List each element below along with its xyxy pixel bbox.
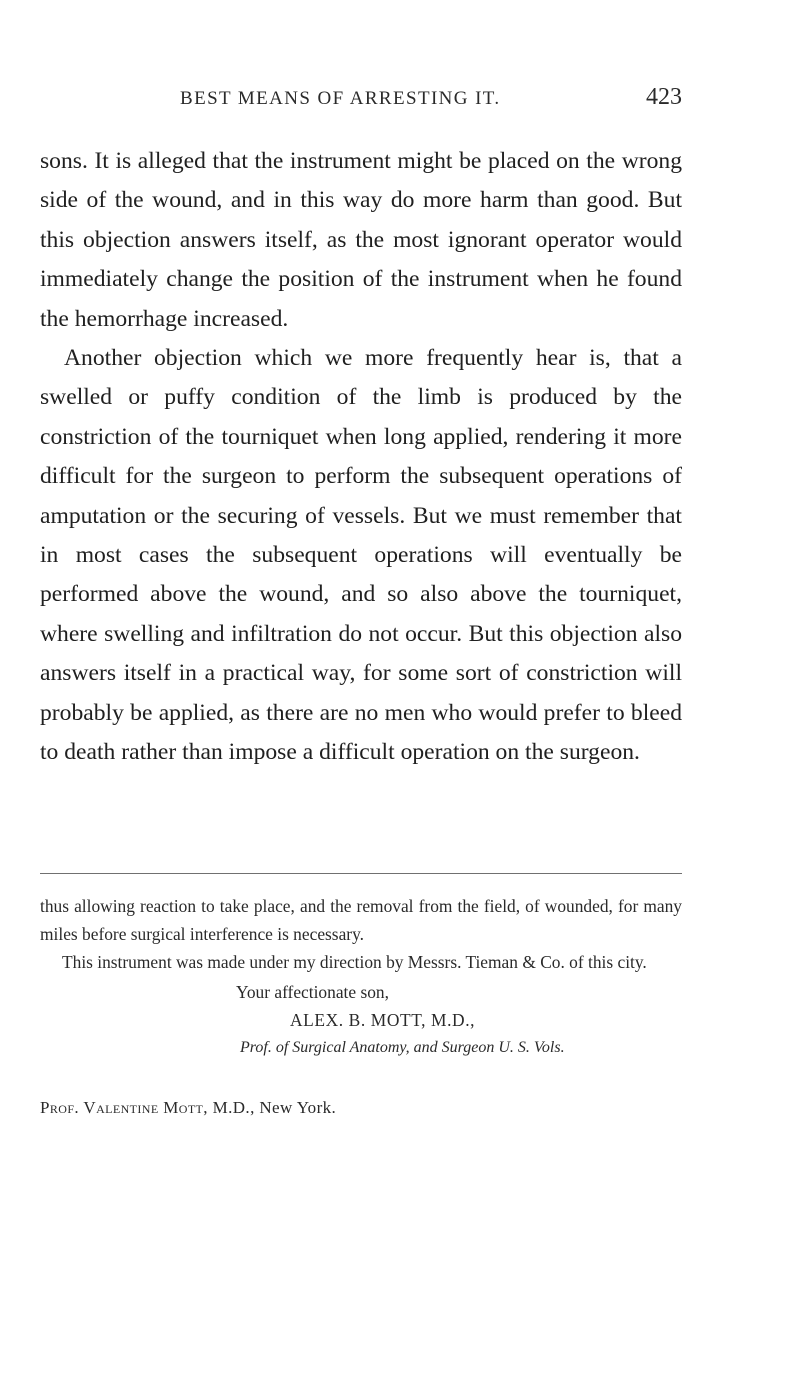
- body-paragraph-1: sons. It is alleged that the instrument might be placed on the wrong side of the wound, and in this way do more harm than good. But this objection answers itself, as the most ignorant operator would immediately change the position of the instrument when he found the hemorrhage increased.: [40, 148, 682, 332]
- letter-signature: ALEX. B. MOTT, M.D.,: [290, 1010, 476, 1030]
- signer-credentials: Prof. of Surgical Anatomy, and Surgeon U. S. Vols.: [240, 1039, 565, 1056]
- footnote: [40, 892, 682, 1062]
- letter-addressee: [40, 1094, 682, 1122]
- footnote-paragraph-2: This instrument was made under my direction by Messrs. Tieman & Co. of this city.: [62, 952, 647, 972]
- addressee-name: Prof. Valentine Mott, M.D.,: [40, 1098, 255, 1117]
- page-number: 423: [646, 84, 682, 110]
- body-paragraph-2: Another objection which we more frequently hear is, that a swelled or puffy condition of the limb is produced by the constriction of the tourniquet when long applied, rendering it more difficult for the surgeon to perform the subsequent operations of amputation or the securing of vessels. But we must remember that in most cases the subsequent operations will eventually be performed above the wound, and so also above the tourniquet, where swelling and infiltration do not occur. But this objection also answers itself in a practical way, for some sort of constriction will probably be applied, as there are no men who would prefer to bleed to death rather than impose a difficult operation on the surgeon.: [40, 345, 682, 766]
- running-head: [40, 84, 682, 118]
- addressee-place: New York.: [259, 1098, 337, 1117]
- letter-closing: Your affectionate son,: [236, 982, 389, 1002]
- main-text: [40, 142, 682, 773]
- running-title: BEST MEANS OF ARRESTING IT.: [180, 88, 501, 109]
- footnote-divider: [40, 873, 682, 874]
- footnote-paragraph-1: thus allowing reaction to take place, and the removal from the field, of wounded, for many miles before surgical interference is necessary.: [40, 896, 682, 944]
